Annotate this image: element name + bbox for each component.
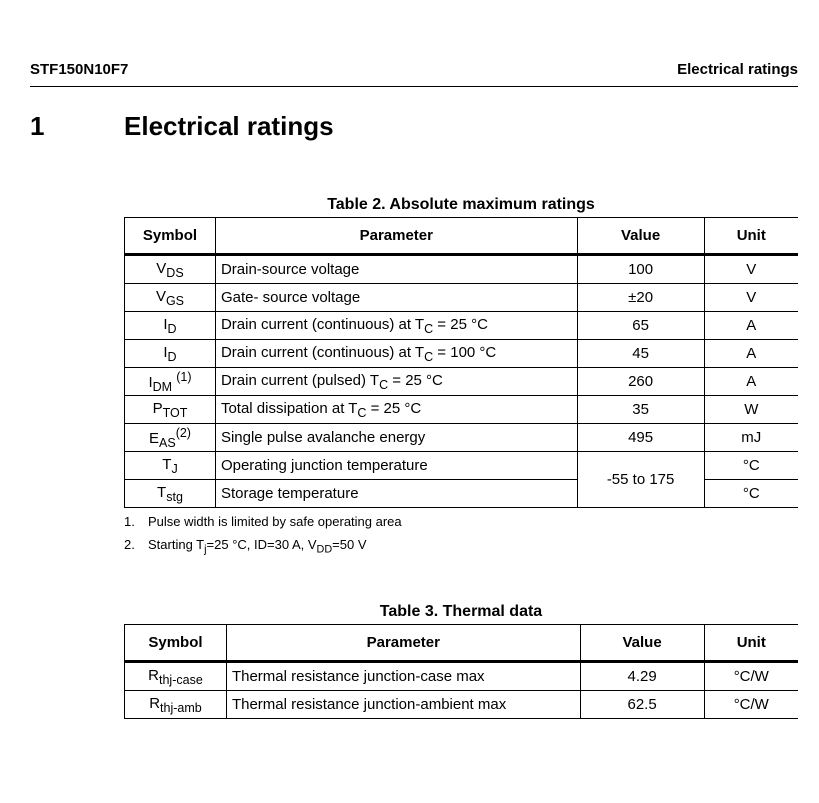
value-cell-merged: -55 to 175 <box>577 452 704 508</box>
unit-cell: °C/W <box>704 691 798 719</box>
parameter-cell: Drain current (continuous) at $T_C = 25$ °C <box>215 312 577 340</box>
col-value: Value <box>577 218 704 255</box>
unit-cell: °C <box>704 452 798 480</box>
value-cell: 100 <box>577 255 704 284</box>
col-symbol: Symbol <box>125 218 216 255</box>
parameter-cell: Drain-source voltage <box>215 255 577 284</box>
symbol-cell: $V_{DS}$ <box>125 255 216 284</box>
unit-cell: mJ <box>704 424 798 452</box>
symbol-cell: $V_{GS}$ <box>125 284 216 312</box>
col-parameter: Parameter <box>215 218 577 255</box>
col-symbol: Symbol <box>125 625 227 662</box>
value-cell: 62.5 <box>580 691 704 719</box>
table-row <box>125 662 799 691</box>
footnote-1: 1. Pulse width is limited by safe operating area <box>124 514 402 529</box>
section-name-header: Electrical ratings <box>677 61 798 78</box>
table3-caption: Table 3. Thermal data <box>379 603 543 620</box>
parameter-cell: Drain current (pulsed) $T_C = 25$ °C <box>215 368 577 396</box>
table-row <box>125 424 799 452</box>
absolute-max-ratings-table <box>124 217 798 508</box>
col-parameter: Parameter <box>226 625 580 662</box>
symbol-cell: $T_{stg}$ <box>125 480 216 508</box>
part-number: STF150N10F7 <box>30 61 129 78</box>
thermal-data-table <box>124 624 798 719</box>
unit-cell: A <box>704 368 798 396</box>
table-row <box>125 452 799 480</box>
value-cell: 65 <box>577 312 704 340</box>
table-row <box>125 340 799 368</box>
parameter-cell: Thermal resistance junction-case max <box>226 662 580 691</box>
table-row <box>125 284 799 312</box>
footnote-ref: (1) <box>176 369 192 384</box>
unit-cell: A <box>704 312 798 340</box>
parameter-cell: Total dissipation at $T_C = 25$ °C <box>215 396 577 424</box>
unit-cell: V <box>704 284 798 312</box>
unit-cell: °C/W <box>704 662 798 691</box>
col-unit: Unit <box>704 625 798 662</box>
table-row <box>125 368 799 396</box>
parameter-cell: Operating junction temperature <box>215 452 577 480</box>
col-value: Value <box>580 625 704 662</box>
table2-caption: Table 2. Absolute maximum ratings <box>327 196 595 213</box>
symbol-cell: $I_D$ <box>125 312 216 340</box>
value-cell: 35 <box>577 396 704 424</box>
section-title: Electrical ratings <box>124 111 334 141</box>
value-cell: 45 <box>577 340 704 368</box>
parameter-cell: Drain current (continuous) at $T_C = 100$ °C <box>215 340 577 368</box>
symbol-cell: $T_J$ <box>125 452 216 480</box>
value-cell: 4.29 <box>580 662 704 691</box>
table-row <box>125 691 799 719</box>
unit-cell: V <box>704 255 798 284</box>
symbol-cell: $E_{AS}^{(2)}$ <box>125 424 216 452</box>
symbol-cell: $R_{thj-amb}$ <box>125 691 227 719</box>
section-number: 1 <box>30 111 45 141</box>
symbol-cell: $P_{TOT}$ <box>125 396 216 424</box>
table-row <box>125 255 799 284</box>
table2-header-row <box>125 218 799 255</box>
parameter-cell: Single pulse avalanche energy <box>215 424 577 452</box>
header-rule <box>30 86 798 87</box>
symbol-cell: $I_D$ <box>125 340 216 368</box>
value-cell: 260 <box>577 368 704 396</box>
unit-cell: °C <box>704 480 798 508</box>
symbol-cell: $I_{DM}$ $^{(1)}$ <box>125 368 216 396</box>
value-cell: 495 <box>577 424 704 452</box>
unit-cell: W <box>704 396 798 424</box>
table-row <box>125 312 799 340</box>
table3-header-row <box>125 625 799 662</box>
parameter-cell: Thermal resistance junction-ambient max <box>226 691 580 719</box>
symbol-cell: $R_{thj-case}$ <box>125 662 227 691</box>
footnote-ref: (2) <box>175 425 191 440</box>
parameter-cell: Storage temperature <box>215 480 577 508</box>
col-unit: Unit <box>704 218 798 255</box>
footnote-2: 2. Starting $T_j=25$ °C, ID=30 A, $V_{DD}=50$ V <box>124 537 367 556</box>
unit-cell: A <box>704 340 798 368</box>
parameter-cell: Gate- source voltage <box>215 284 577 312</box>
table-row <box>125 396 799 424</box>
value-cell: ±20 <box>577 284 704 312</box>
